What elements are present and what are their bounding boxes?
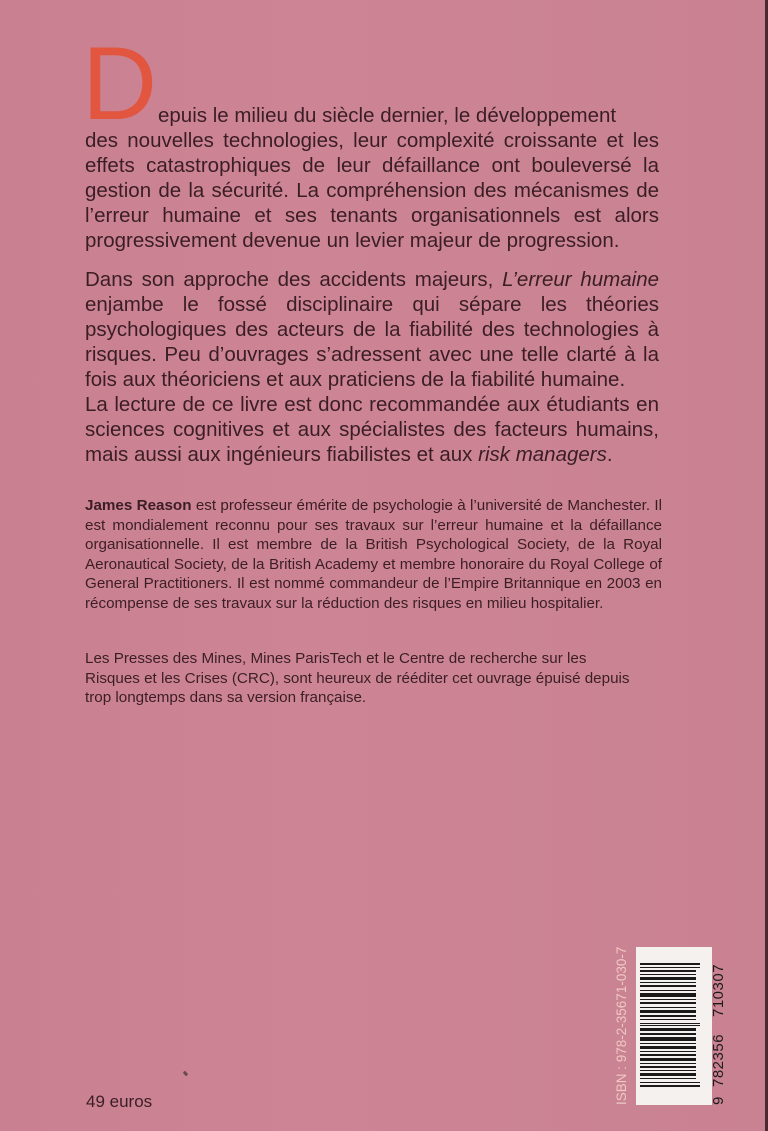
- intro-paragraph-2: [85, 267, 659, 392]
- intro-paragraph-1: [85, 103, 659, 253]
- barcode-lead-digit: 9: [710, 1096, 727, 1105]
- intro-paragraph-2-lead: Dans son approche des accidents majeurs,: [85, 268, 503, 291]
- barcode-icon: [640, 963, 700, 1087]
- author-bio: [85, 496, 662, 614]
- intro-paragraph-1-first-line: epuis le milieu du siècle dernier, le développement: [158, 104, 617, 127]
- isbn-label: ISBN : 978-2-35671-030-7: [614, 946, 629, 1105]
- barcode-group-2: 710307: [710, 963, 727, 1017]
- price-label: 49 euros: [86, 1092, 153, 1111]
- intro-paragraph-2-body: enjambe le fossé disciplinaire qui sépare les théories psychologiques des acteurs de la fiabilité des technologies à risques. Peu d’ouvrages s’adressent avec une telle clarté à la fois aux théoriciens et aux praticiens de la fiabilité humaine.: [85, 293, 659, 391]
- author-bio-text: est professeur émérite de psychologie à l’université de Manchester. Il est mondialement reconnu pour ses travaux sur l’erreur humaine et la défaillance organisationnelle. Il est membre de la British Psychological Society, de la Royal Aeronautical Society, de la British Academy et membre honoraire du Royal College of General Practitioners. Il est nommé commandeur de l’Empire Britannique en 2003 en récompense de ses travaux sur la réduction des risques en milieu hospitalier.: [85, 497, 663, 612]
- intro-paragraph-3-end: .: [606, 443, 613, 466]
- drop-cap: D: [82, 26, 158, 142]
- barcode-group-1: 782356: [710, 1033, 727, 1087]
- risk-managers-term: risk managers: [478, 443, 607, 466]
- intro-paragraph-1-body: des nouvelles technologies, leur complexité croissante et les effets catastrophiques de leur défaillance ont bouleversé la gestion de la sécurité. La compréhension des mécanismes de l’erreur humaine et ses tenants organisationnels est alors progressivement devenue un levier majeur de progression.: [85, 129, 659, 252]
- publisher-note: [85, 649, 645, 708]
- book-title-reference: L’erreur humaine: [502, 268, 659, 291]
- publisher-note-text: Les Presses des Mines, Mines ParisTech et le Centre de recherche sur les Risques et les Crises (CRC), sont heureux de rééditer cet ouvrage épuisé depuis trop longtemps dans sa version française.: [85, 650, 630, 707]
- intro-paragraph-3: [85, 392, 659, 467]
- barcode-digits: [711, 964, 727, 1105]
- author-name: James Reason: [85, 497, 192, 514]
- intro-paragraph-3-body: La lecture de ce livre est donc recommandée aux étudiants en sciences cognitives et aux spécialistes des facteurs humains, mais aussi aux ingénieurs fiabilistes et aux: [85, 393, 659, 466]
